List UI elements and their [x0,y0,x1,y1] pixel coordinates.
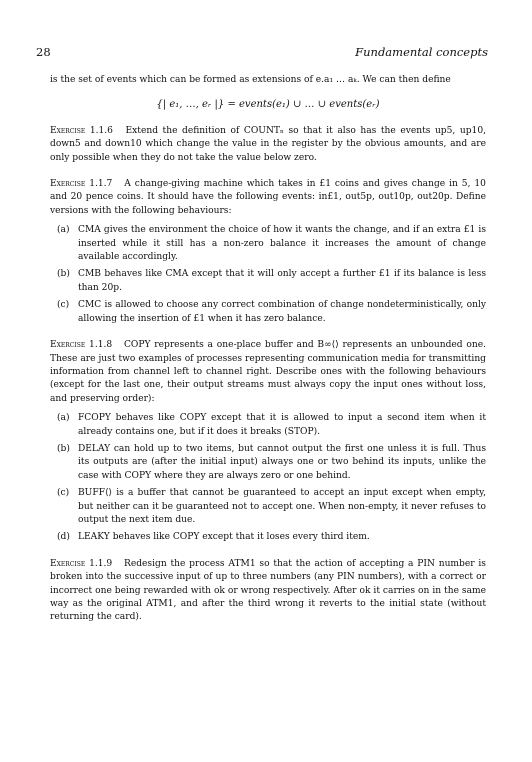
display-equation: {| e₁, …, eᵣ |} = events(e₁) ∪ … ∪ events(eᵣ) [156,99,380,111]
item-marker: (d) [57,532,70,543]
exercise-number: 1.1.6 [89,125,113,136]
exercise-text: A change-giving machine which takes in £1 coins and gives change in 5, 10 and 20 pence coins. It should have the following events: in£1, out5p, out10p, out20p. Define versions with the following behaviours: [50,179,486,216]
item-text: CMA gives the environment the choice of how it wants the change, and if an extra £1 is inserted while it still has a non-zero balance it increases the amount of change available accordingly. [78,225,486,263]
list-item [50,224,486,264]
exercise-label: Exercise [50,340,86,351]
exercise-label: Exercise [50,558,86,569]
item-marker: (a) [57,413,70,424]
item-marker: (b) [57,269,70,280]
exercise-text: Extend the definition of COUNTₙ so that it also has the events up5, up10, down5 and down10 which change the value in the register by the obvious amounts, and are only possible when they do not take the value below zero. [50,125,486,163]
exercise-1-1-8 [50,339,486,545]
list-item [50,268,486,295]
item-text: CMB behaves like CMA except that it will only accept a further £1 if its balance is less than 20p. [78,269,486,293]
exercise-number: 1.1.8 [89,340,113,351]
exercise-number: 1.1.7 [89,179,113,190]
exercise-item-list [50,224,486,326]
item-marker: (c) [57,300,70,311]
page-number: 28 [36,45,51,59]
exercise-paragraph [50,178,486,218]
exercise-1-1-6 [50,125,486,165]
intro-paragraph: is the set of events which can be formed as extensions of e.a₁ … aₖ. We can then define [50,75,451,85]
page-header [36,45,488,59]
item-text: BUFF⟨⟩ is a buffer that cannot be guaranteed to accept an input except when empty, but neither can it be guaranteed not to accept one. When non-empty, it never refuses to output the next item due. [78,488,486,525]
item-text: LEAKY behaves like COPY except that it loses every third item. [78,532,370,543]
item-text: CMC is allowed to choose any correct combination of change nondeterministically, only allowing the insertion of £1 when it has zero balance. [78,300,486,324]
list-item [50,443,486,483]
exercise-paragraph [50,558,486,625]
list-item [50,487,486,527]
list-item [50,531,486,544]
exercise-item-list [50,412,486,545]
exercise-text: Redesign the process ATM1 so that the action of accepting a PIN number is broken into the successive input of up to three numbers (any PIN numbers), with a correct or incorrect one being rewarded with ok or wrong respectively. After ok it carries on in the same way as the original ATM1, and after the third wrong it reverts to the initial state (without returning the card). [50,558,486,623]
page-body [50,74,486,625]
exercise-1-1-9 [50,558,486,625]
item-marker: (a) [57,225,70,236]
exercise-paragraph [50,339,486,406]
list-item [50,412,486,439]
item-marker: (c) [57,488,70,499]
exercise-text: COPY represents a one-place buffer and B∞⟨⟩ represents an unbounded one. These are just two examples of processes representing communication media for transmitting information from channel left to channel right. Describe ones with the following behaviours (except for the last one, their output streams must always copy the input ones without loss, and preserving order): [50,340,486,404]
exercise-paragraph [50,125,486,165]
list-item [50,299,486,326]
item-text: FCOPY behaves like COPY except that it is allowed to input a second item when it already contains one, but if it does it breaks (STOP). [78,413,486,437]
running-title: Fundamental concepts [355,45,488,59]
exercise-label: Exercise [50,125,86,136]
exercise-number: 1.1.9 [89,558,113,569]
item-marker: (b) [57,443,70,454]
item-text: DELAY can hold up to two items, but cannot output the first one unless it is full. Thus its outputs are (after the initial input) always one or two behind its inputs, unlike the case with COPY where they are always zero or one behind. [78,443,486,481]
exercise-label: Exercise [50,179,86,190]
exercise-1-1-7 [50,178,486,326]
